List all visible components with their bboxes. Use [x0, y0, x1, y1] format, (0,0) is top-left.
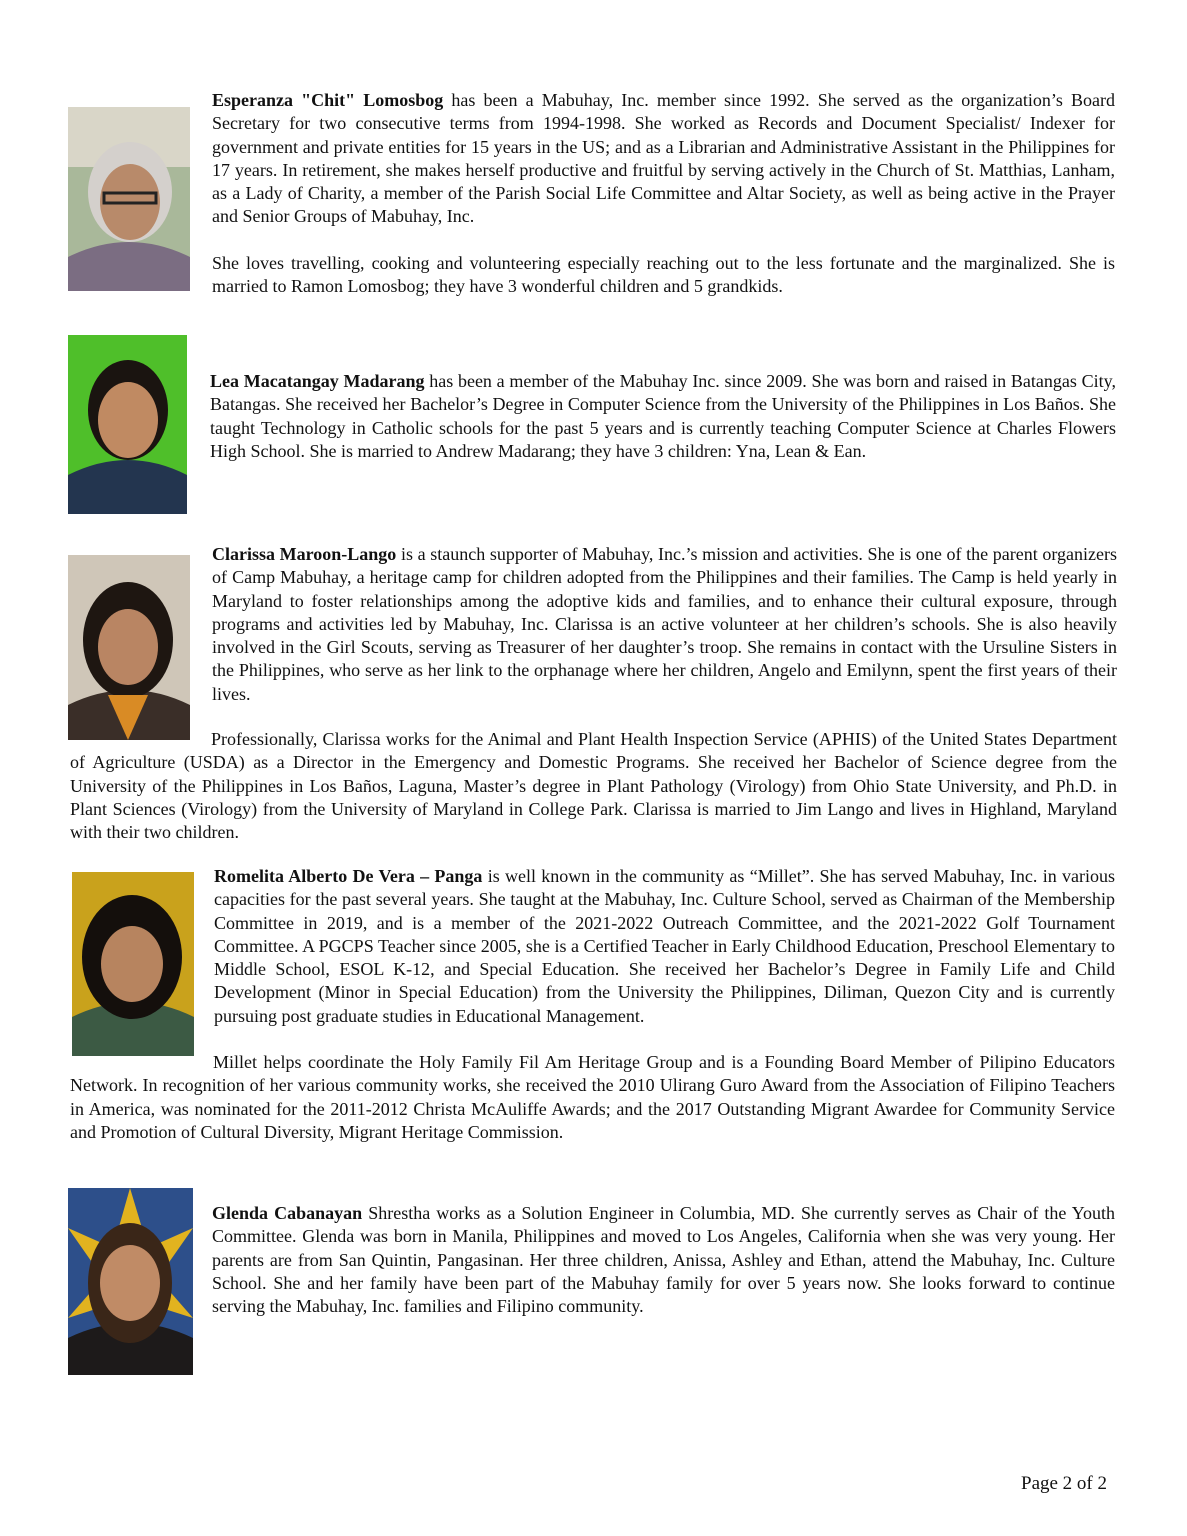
bio-clarissa — [212, 543, 1117, 706]
bio-name: Clarissa Maroon-Lango — [212, 544, 397, 564]
bio-text: has been a member of the Mabuhay Inc. since 2009. She was born and raised in Batangas City, Batangas. She received her Bachelor’s Degree in Computer Science from the University of the Philippines in Los Baños. She taught Technology in Catholic schools for the past 5 years and is currently teaching Computer Science at Charles Flowers High School. She is married to Andrew Madarang; they have 3 children: Yna, Lean & Ean. — [210, 371, 1116, 461]
bio-romelita — [214, 865, 1115, 1028]
bio-glenda — [212, 1202, 1115, 1318]
bio-text: Shrestha works as a Solution Engineer in Columbia, MD. She currently serves as Chair of the Youth Committee. Glenda was born in Manila, Philippines and moved to Los Angeles, California when she was very young. Her parents are from San Quintin, Pangasinan. Her three children, Anissa, Ashley and Ethan, attend the Mabuhay, Inc. Culture School. She and her family have been part of the Mabuhay family for over 5 years now. She looks forward to continue serving the Mabuhay, Inc. families and Filipino community. — [212, 1203, 1116, 1317]
bio-name: Esperanza "Chit" Lomosbog — [212, 90, 444, 110]
portrait-photo-lea — [68, 335, 187, 514]
bio-text: is a staunch supporter of Mabuhay, Inc.’s mission and activities. She is one of the parent organizers of Camp Mabuhay, a heritage camp for children adopted from the Philippines and their families. The Camp is held yearly in Maryland to foster relationships among the adoptive kids and families, and to enhance their cultural exposure, through programs and activities led by Mabuhay, Inc. Clarissa is an active volunteer at her children’s schools. She is also heavily involved in the Girl Scouts, serving as Treasurer of her daughter’s troop. She remains in contact with the Ursuline Sisters in the Philippines, who serve as her link to the orphanage where her children, Angelo and Emilynn, spent the first years of their lives. — [212, 544, 1117, 704]
portrait-photo-glenda — [68, 1188, 193, 1375]
bio-text: is well known in the community as “Millet”. She has served Mabuhay, Inc. in various capacities for the past several years. She taught at the Mabuhay, Inc. Culture School, served as Chairman of the Membership Committee in 2019, and is a member of the 2021-2022 Outreach Committee, and the 2021-2022 Golf Tournament Committee. A PGCPS Teacher since 2005, she is a Certified Teacher in Early Childhood Education, Preschool Elementary to Middle School, ESOL K-12, and Special Education. She received her Bachelor’s Degree in Family Life and Child Development (Minor in Special Education) from the University the Philippines, Diliman, Quezon City and is currently pursuing post graduate studies in Educational Management. — [214, 866, 1115, 1026]
bio-text: has been a Mabuhay, Inc. member since 1992. She served as the organization’s Board Secretary for two consecutive terms from 1994-1998. She worked as Records and Document Specialist/ Indexer for government and private entities for 15 years in the US; and as a Librarian and Administrative Assistant in the Philippines for 17 years. In retirement, she makes herself productive and fruitful by serving actively in the Church of St. Matthias, Lanham, as a Lady of Charity, a member of the Parish Social Life Committee and Altar Society, as well as being active in the Prayer and Senior Groups of Mabuhay, Inc. — [212, 90, 1115, 227]
bio-text: Professionally, Clarissa works for the Animal and Plant Health Inspection Service (APHIS) of the United States Department of Agriculture (USDA) as a Director in the Emergency and Domestic Programs. She received her Bachelor of Science degree from the University of the Philippines in Los Baños, Laguna, Master’s degree in Plant Pathology (Virology) from Ohio State University, and Ph.D. in Plant Sciences (Virology) from the University of Maryland in College Park. Clarissa is married to Jim Lango and lives in Highland, Maryland with their two children. — [70, 729, 1117, 843]
bio-name: Glenda Cabanayan — [212, 1203, 363, 1223]
page-number: Page 2 of 2 — [1021, 1473, 1108, 1494]
portrait-photo-romelita — [72, 872, 194, 1056]
bio-romelita-para2 — [70, 1051, 1115, 1144]
bio-name: Lea Macatangay Madarang — [210, 371, 425, 391]
bio-name: Romelita Alberto De Vera – Panga — [214, 866, 483, 886]
bio-text: Millet helps coordinate the Holy Family Fil Am Heritage Group and is a Founding Board Member of Pilipino Educators Network. In recognition of her various community works, she received the 2010 Ulirang Guro Award from the Association of Filipino Teachers in America, was nominated for the 2011-2012 Christa McAuliffe Awards; and the 2017 Outstanding Migrant Awardee for Community Service and Promotion of Cultural Diversity, Migrant Heritage Commission. — [70, 1052, 1115, 1142]
bio-text: She loves travelling, cooking and volunteering especially reaching out to the less fortunate and the marginalized. She is married to Ramon Lomosbog; they have 3 wonderful children and 5 grandkids. — [212, 253, 1115, 297]
bio-lea — [210, 370, 1116, 463]
portrait-photo-esperanza — [68, 107, 190, 291]
portrait-photo-clarissa — [68, 555, 190, 740]
bio-esperanza-para2 — [212, 252, 1115, 299]
bio-esperanza — [212, 89, 1115, 229]
bio-clarissa-para2 — [70, 728, 1117, 844]
